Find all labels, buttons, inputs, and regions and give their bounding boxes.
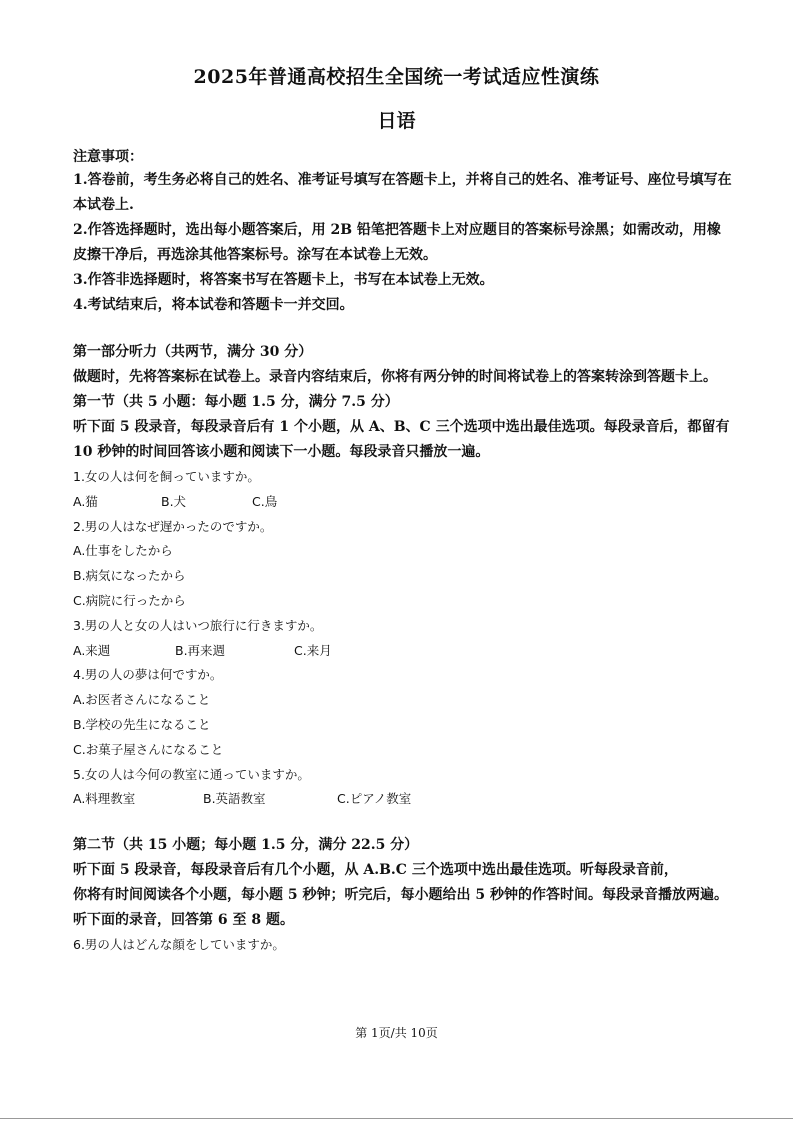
section1-heading: 第一节（共 5 小题：每小题 1.5 分，满分 7.5 分）	[73, 394, 399, 410]
option-a: A.来週	[73, 642, 111, 658]
question-text: 2.男の人はなぜ遅かったのですか。	[73, 518, 273, 534]
option-b: B.学校の先生になること	[73, 716, 211, 732]
options-row	[73, 490, 733, 515]
option-c: C.鳥	[252, 493, 278, 509]
option-c: C.お菓子屋さんになること	[73, 741, 224, 757]
question-text: 3.男の人と女の人はいつ旅行に行きますか。	[73, 617, 323, 633]
part1-heading: 第一部分听力（共两节，满分 30 分）	[73, 344, 313, 360]
group-intro: 听下面的录音，回答第 6 至 8 题。	[73, 912, 294, 929]
section2-instruction: 听下面 5 段录音，每段录音后有几个小题，从 A.B.C 三个选项中选出最佳选项。听每段录音前，	[73, 862, 678, 879]
notes-heading: 注意事项：	[73, 149, 143, 165]
question-text: 6.男の人はどんな顔をしていますか。	[73, 937, 285, 953]
page-title: 2025年普通高校招生全国统一考试适应性演练	[193, 66, 600, 88]
option-b: B.再来週	[175, 642, 226, 658]
option-b: B.犬	[161, 493, 187, 509]
part1-instruction: 做题时，先将答案标在试卷上。录音内容结束后，你将有两分钟的时间将试卷上的答案转涂到答题卡上。	[73, 369, 717, 385]
option-c: C.ピアノ教室	[337, 791, 412, 807]
note-item: 4.考试结束后，将本试卷和答题卡一并交回。	[73, 297, 354, 313]
option-b: B.英語教室	[203, 791, 266, 807]
note-item: 1.答卷前，考生务必将自己的姓名、准考证号填写在答题卡上，并将自己的姓名、准考证号、座位号填写在本试卷上.	[73, 172, 732, 213]
options-row	[73, 787, 733, 812]
section1-instruction: 听下面 5 段录音，每段录音后有 1 个小题，从 A、B、C 三个选项中选出最佳选项。每段录音后，都留有 10 秒钟的时间回答该小题和阅读下一小题。每段录音只播放一遍。	[73, 419, 730, 460]
option-b: B.病気になったから	[73, 568, 186, 584]
option-a: A.仕事をしたから	[73, 543, 173, 559]
question-text: 5.女の人は今何の教室に通っていますか。	[73, 766, 310, 782]
option-c: C.病院に行ったから	[73, 592, 186, 608]
option-a: A.猫	[73, 493, 98, 509]
bottom-divider	[0, 1118, 793, 1119]
option-a: A.料理教室	[73, 791, 136, 807]
option-c: C.来月	[294, 642, 332, 658]
page-number: 第 1页/共 10页	[355, 1026, 438, 1040]
note-item: 3.作答非选择题时，将答案书写在答题卡上，书写在本试卷上无效。	[73, 272, 494, 288]
section2-heading: 第二节（共 15 小题；每小题 1.5 分，满分 22.5 分）	[73, 837, 419, 854]
question-text: 4.男の人の夢は何ですか。	[73, 667, 223, 683]
note-item: 2.作答选择题时，选出每小题答案后，用 2B 铅笔把答题卡上对应题目的答案标号涂黑；如需改动，用橡皮擦干净后，再选涂其他答案标号。涂写在本试卷上无效。	[73, 222, 721, 263]
page-subtitle: 日语	[377, 110, 416, 132]
exam-content	[73, 146, 733, 958]
option-a: A.お医者さんになること	[73, 692, 211, 708]
options-row	[73, 639, 733, 664]
question-text: 1.女の人は何を飼っていますか。	[73, 469, 260, 484]
section2-instruction: 你将有时间阅读各个小题，每小题 5 秒钟；听完后，每小题给出 5 秒钟的作答时间。每段录音播放两遍。	[73, 887, 728, 904]
